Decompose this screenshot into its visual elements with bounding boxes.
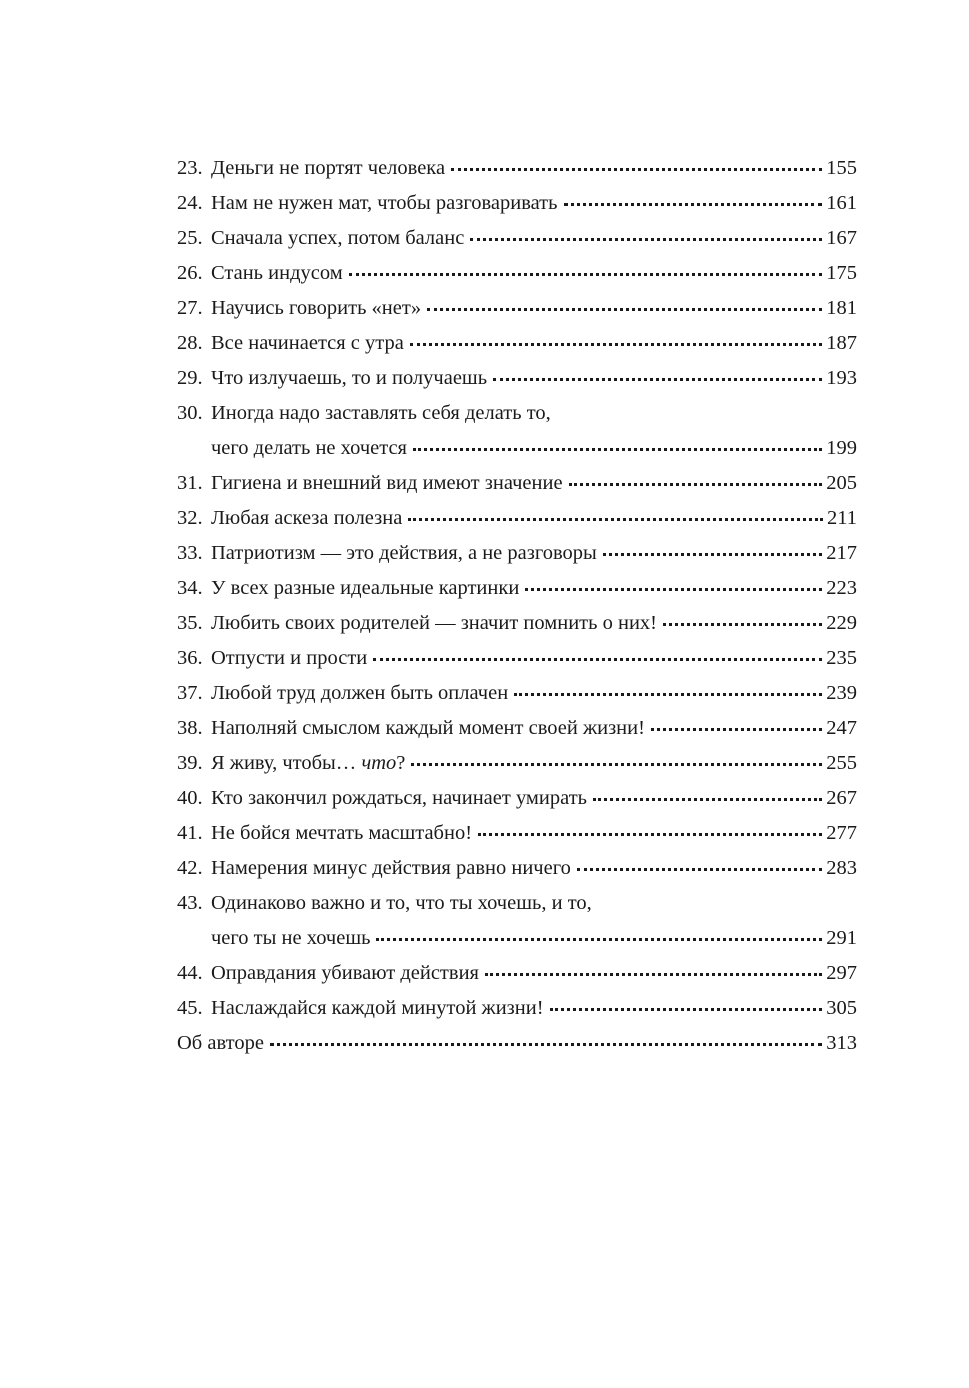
toc-entry-page: 305 (826, 997, 857, 1019)
toc-entry-title-line2: чего делать не хочется (211, 437, 407, 459)
toc-entry-page: 181 (826, 297, 857, 319)
toc-entry-number: 26. (177, 262, 203, 284)
toc-entry-number: 36. (177, 647, 203, 669)
dot-leader (478, 833, 822, 836)
toc-entry-28[interactable] (177, 326, 857, 361)
toc-entry-title-line1: Одинаково важно и то, что ты хочешь, и то, (211, 892, 592, 914)
toc-entry-title: Любая аскеза полезна (211, 507, 403, 529)
toc-entry-title: Научись говорить «нет» (211, 297, 422, 319)
toc-entry-title-line1: Иногда надо заставлять себя делать то, (211, 402, 551, 424)
toc-entry-26[interactable] (177, 256, 857, 291)
dot-leader (603, 553, 822, 556)
dot-leader (373, 658, 822, 661)
toc-entry-41[interactable] (177, 816, 857, 851)
toc-entry-number: 30. (177, 402, 203, 424)
toc-entry-page: 235 (826, 647, 857, 669)
dot-leader (493, 378, 822, 381)
toc-entry-44[interactable] (177, 956, 857, 991)
toc-entry-title: Об авторе (177, 1032, 264, 1054)
dot-leader (593, 798, 822, 801)
toc-entry-page: 239 (826, 682, 857, 704)
toc-entry-37[interactable] (177, 676, 857, 711)
toc-entry-page: 167 (826, 227, 857, 249)
toc-entry-30[interactable] (177, 396, 857, 466)
toc-entry-24[interactable] (177, 186, 857, 221)
toc-entry-35[interactable] (177, 606, 857, 641)
dot-leader (413, 448, 822, 451)
toc-entry-title: Отпусти и прости (211, 647, 368, 669)
toc-entry-number: 41. (177, 822, 203, 844)
table-of-contents (177, 151, 857, 1061)
toc-entry-number: 34. (177, 577, 203, 599)
toc-entry-number: 40. (177, 787, 203, 809)
dot-leader (408, 518, 823, 521)
toc-entry-number: 35. (177, 612, 203, 634)
dot-leader (485, 973, 822, 976)
dot-leader (564, 203, 823, 206)
toc-entry-40[interactable] (177, 781, 857, 816)
dot-leader (577, 868, 822, 871)
toc-entry-title: Деньги не портят человека (211, 157, 446, 179)
toc-entry-number: 37. (177, 682, 203, 704)
toc-entry-title: Гигиена и внешний вид имеют значение (211, 472, 563, 494)
dot-leader (270, 1043, 822, 1046)
toc-entry-title: Любой труд должен быть оплачен (211, 682, 509, 704)
toc-entry-34[interactable] (177, 571, 857, 606)
toc-entry-29[interactable] (177, 361, 857, 396)
toc-entry-title: Сначала успех, потом баланс (211, 227, 465, 249)
toc-entry-page: 187 (826, 332, 857, 354)
toc-entry-page: 205 (826, 472, 857, 494)
toc-entry-27[interactable] (177, 291, 857, 326)
toc-entry-title: Нам не нужен мат, чтобы разговаривать (211, 192, 558, 214)
toc-entry-number: 32. (177, 507, 203, 529)
dot-leader (349, 273, 823, 276)
dot-leader (411, 763, 822, 766)
toc-entry-title: Кто закончил рождаться, начинает умирать (211, 787, 587, 809)
dot-leader (427, 308, 822, 311)
toc-entry-page: 211 (827, 507, 857, 529)
toc-entry-32[interactable] (177, 501, 857, 536)
toc-entry-number: 38. (177, 717, 203, 739)
dot-leader (376, 938, 822, 941)
toc-entry-number: 27. (177, 297, 203, 319)
toc-entry-number: 23. (177, 157, 203, 179)
toc-entry-31[interactable] (177, 466, 857, 501)
dot-leader (514, 693, 822, 696)
toc-entry-page: 199 (826, 437, 857, 459)
toc-entry-page: 283 (826, 857, 857, 879)
toc-entry-title: Оправдания убивают действия (211, 962, 479, 984)
toc-entry-36[interactable] (177, 641, 857, 676)
toc-entry-number: 24. (177, 192, 203, 214)
toc-entry-title: Любить своих родителей — значит помнить о них! (211, 612, 657, 634)
toc-entry-number: 28. (177, 332, 203, 354)
toc-entry-38[interactable] (177, 711, 857, 746)
toc-entry-45[interactable] (177, 991, 857, 1026)
toc-entry-about-author[interactable] (177, 1026, 857, 1061)
toc-entry-title-plain: Я живу, чтобы… (211, 752, 362, 774)
toc-entry-number: 43. (177, 892, 203, 914)
toc-entry-page: 247 (826, 717, 857, 739)
dot-leader (651, 728, 822, 731)
toc-entry-page: 277 (826, 822, 857, 844)
dot-leader (470, 238, 822, 241)
toc-entry-page: 229 (826, 612, 857, 634)
dot-leader (525, 588, 822, 591)
toc-entry-page: 161 (826, 192, 857, 214)
dot-leader (569, 483, 823, 486)
toc-entry-title: Намерения минус действия равно ничего (211, 857, 571, 879)
toc-entry-title: Не бойся мечтать масштабно! (211, 822, 473, 844)
toc-entry-42[interactable] (177, 851, 857, 886)
toc-entry-title-line2: чего ты не хочешь (211, 927, 371, 949)
toc-entry-25[interactable] (177, 221, 857, 256)
toc-entry-23[interactable] (177, 151, 857, 186)
toc-entry-43[interactable] (177, 886, 857, 956)
toc-entry-title: Патриотизм — это действия, а не разговоры (211, 542, 597, 564)
toc-entry-number: 25. (177, 227, 203, 249)
toc-entry-title-italic: что (361, 752, 397, 774)
toc-entry-title: Что излучаешь, то и получаешь (211, 367, 488, 389)
toc-entry-page: 267 (826, 787, 857, 809)
toc-entry-page: 223 (826, 577, 857, 599)
toc-entry-title: Стань индусом (211, 262, 343, 284)
toc-entry-number: 45. (177, 997, 203, 1019)
toc-entry-title-end: ? (396, 752, 406, 774)
toc-entry-page: 291 (826, 927, 857, 949)
toc-entry-title (211, 746, 405, 781)
toc-entry-number: 39. (177, 752, 203, 774)
toc-entry-number: 33. (177, 542, 203, 564)
dot-leader (663, 623, 822, 626)
toc-entry-33[interactable] (177, 536, 857, 571)
toc-entry-page: 255 (826, 752, 857, 774)
toc-entry-page: 175 (826, 262, 857, 284)
toc-entry-page: 155 (826, 157, 857, 179)
toc-entry-page: 297 (826, 962, 857, 984)
dot-leader (451, 168, 822, 171)
dot-leader (410, 343, 822, 346)
dot-leader (550, 1008, 823, 1011)
toc-entry-page: 313 (826, 1032, 857, 1054)
toc-entry-page: 217 (826, 542, 857, 564)
toc-entry-title: Все начинается с утра (211, 332, 404, 354)
toc-entry-page: 193 (826, 367, 857, 389)
toc-entry-number: 44. (177, 962, 203, 984)
toc-entry-number: 29. (177, 367, 203, 389)
toc-entry-title: У всех разные идеальные картинки (211, 577, 520, 599)
toc-entry-number: 42. (177, 857, 203, 879)
toc-entry-title: Наполняй смыслом каждый момент своей жизни! (211, 717, 645, 739)
toc-entry-39[interactable] (177, 746, 857, 781)
toc-entry-number: 31. (177, 472, 203, 494)
toc-entry-title: Наслаждайся каждой минутой жизни! (211, 997, 544, 1019)
